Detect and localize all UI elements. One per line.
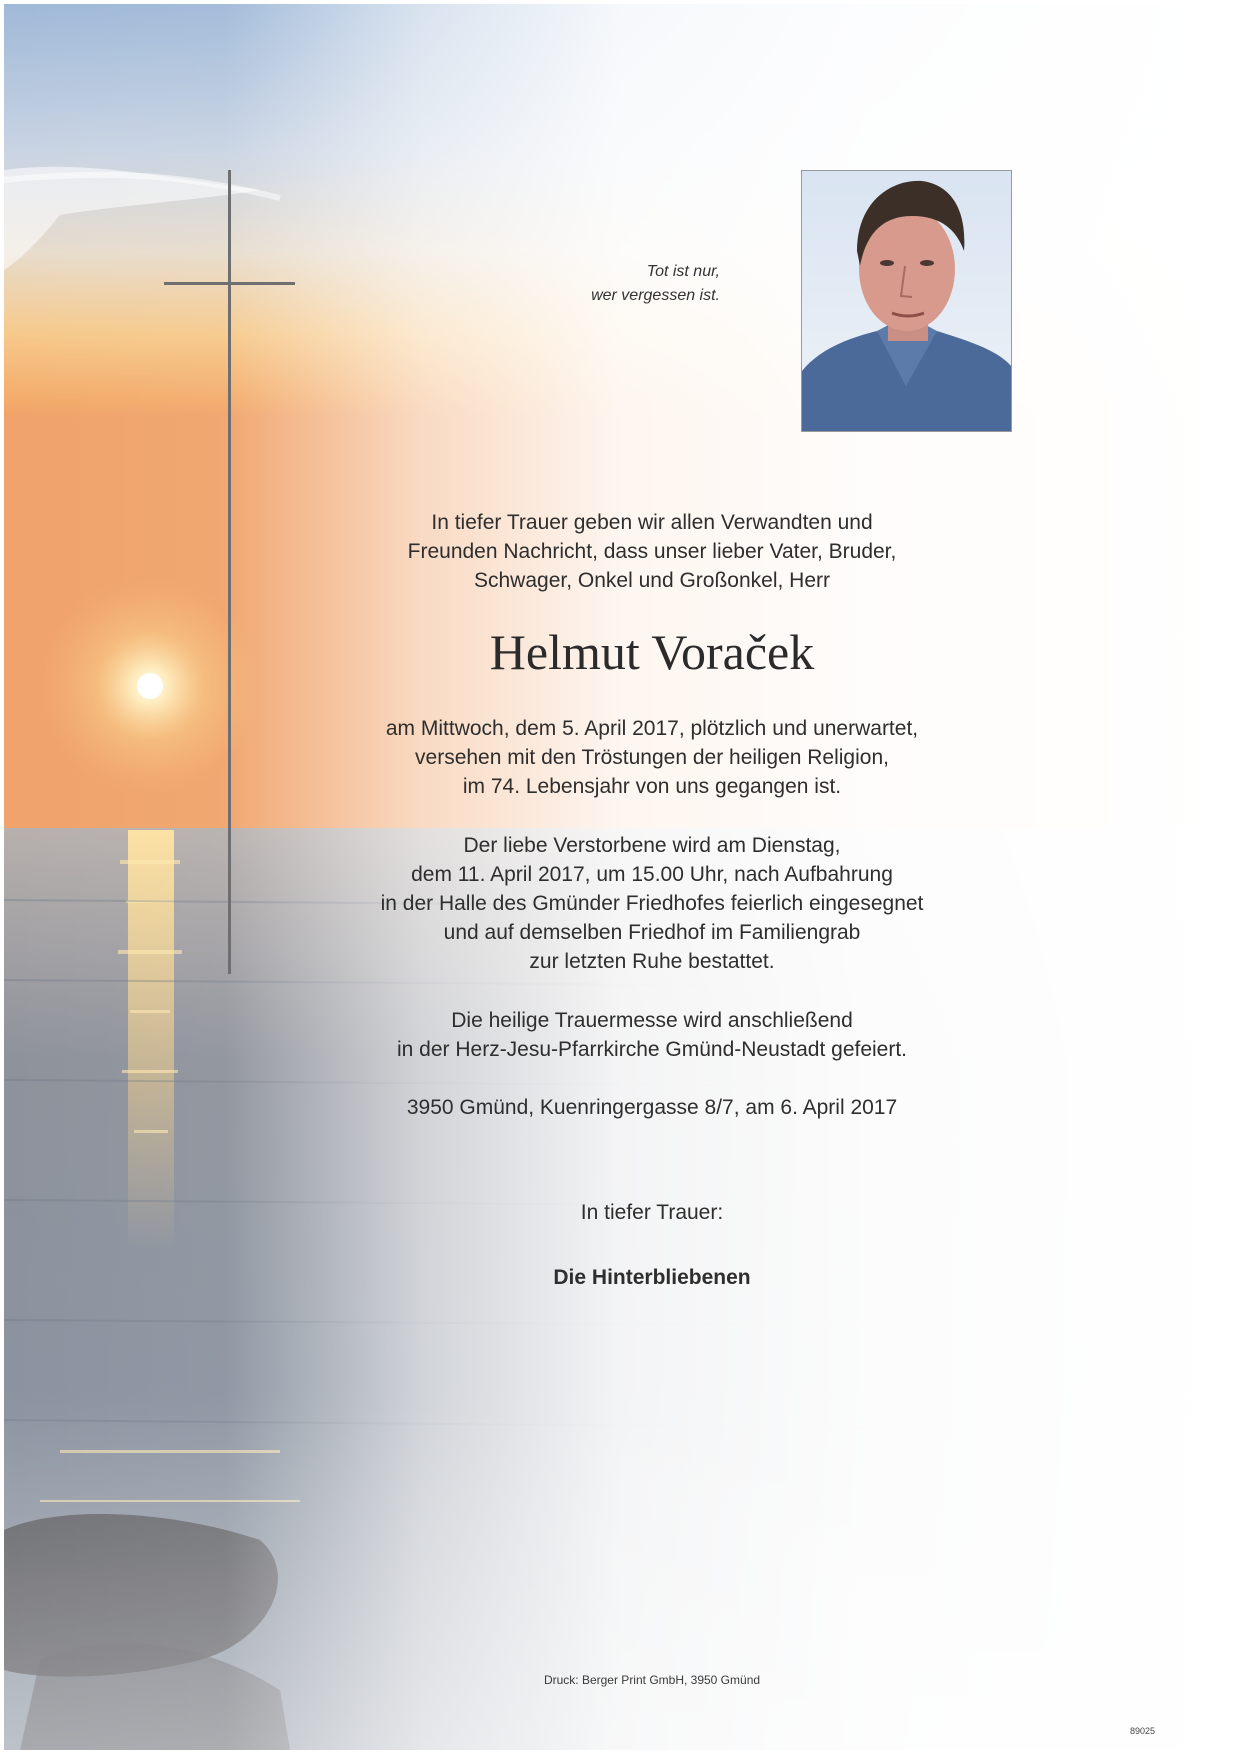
burial-line: dem 11. April 2017, um 15.00 Uhr, nach Aufbahrung [411,863,893,886]
burial-line: und auf demselben Friedhof im Familiengrab [443,921,861,944]
printer-credit: Druck: Berger Print GmbH, 3950 Gmünd [543,1673,761,1687]
cross-horizontal-beam [164,282,295,285]
death-notice-line: versehen mit den Tröstungen der heiligen Religion, [415,746,889,769]
portrait-photo [801,170,1012,432]
death-notice [352,714,952,801]
form-code: 89025 [1130,1726,1156,1736]
burial-line: Der liebe Verstorbene wird am Dienstag, [463,834,841,857]
portrait-image [802,171,1011,431]
intro-line: Schwager, Onkel und Großonkel, Herr [474,569,830,592]
burial-info [352,831,952,976]
intro-line: In tiefer Trauer geben wir allen Verwandten und [431,511,873,534]
mass-line: in der Herz-Jesu-Pfarrkirche Gmünd-Neustadt gefeiert. [396,1038,908,1061]
intro-text [352,508,952,595]
deceased-name: Helmut Voraček [489,624,815,680]
cross-vertical-beam [228,170,231,974]
mass-line: Die heilige Trauermesse wird anschließend [451,1009,853,1032]
death-notice-line: im 74. Lebensjahr von uns gegangen ist. [462,775,842,798]
signature: Die Hinterbliebenen [553,1266,751,1289]
mourning-phrase: In tiefer Trauer: [580,1201,724,1224]
motto-line: wer vergessen ist. [591,287,720,304]
burial-line: zur letzten Ruhe bestattet. [529,950,775,973]
intro-line: Freunden Nachricht, dass unser lieber Vater, Bruder, [407,540,897,563]
burial-line: in der Halle des Gmünder Friedhofes feierlich eingesegnet [380,892,924,915]
motto-line: Tot ist nur, [646,263,720,280]
address-date: 3950 Gmünd, Kuenringergasse 8/7, am 6. April 2017 [406,1096,898,1119]
death-notice-line: am Mittwoch, dem 5. April 2017, plötzlich und unerwartet, [385,717,919,740]
mass-info [352,1006,952,1064]
motto [470,260,720,308]
